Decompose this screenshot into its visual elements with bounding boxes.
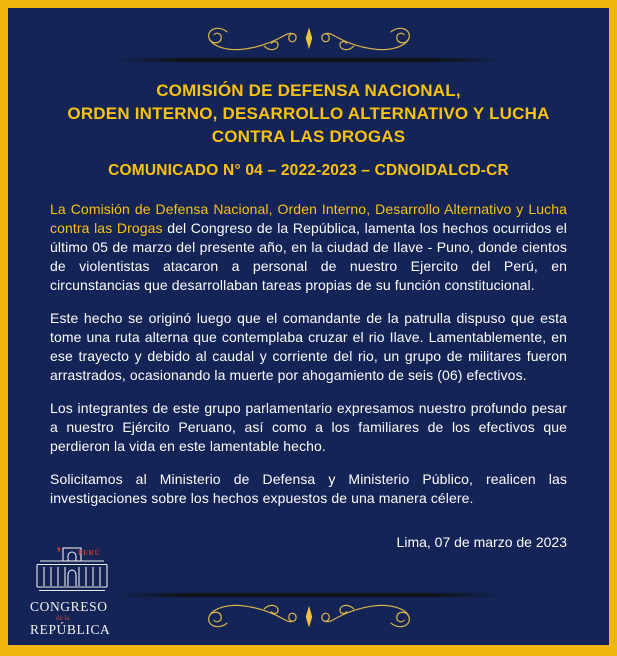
bottom-divider-line (115, 593, 503, 597)
flag-cross-icon (57, 547, 61, 552)
logo-text-congreso: CONGRESO (30, 599, 108, 614)
title-line-3: CONTRA LAS DROGAS (211, 127, 406, 146)
logo-text-dela: de la (56, 614, 70, 622)
paragraph-4: Solicitamos al Ministerio de Defensa y Ministerio Público, realicen las investigaciones sobre los hechos expuestos de una manera célere. (50, 471, 567, 506)
bottom-decoration (8, 591, 609, 633)
dateline: Lima, 07 de marzo de 2023 (396, 534, 567, 550)
paragraph-2: Este hecho se originó luego que el comandante de la patrulla dispuso que esta tome una ruta alterna que contemplaba cruzar el rio Ilave. Lamentablemente, en ese trayecto y debido al caudal y corriente del rio, un grupo de militares fueron arrastrados, ocasionando la muerte por ahogamiento de seis (06) efectivos. (50, 310, 567, 383)
commission-name-highlight: La Comisión de Defensa Nacional, Orden Interno, Desarrollo Alternativo y Lucha contra las Drogas (50, 201, 567, 236)
commission-title (50, 79, 567, 148)
top-flourish-icon (201, 22, 417, 56)
top-divider-line (115, 58, 503, 62)
title-line-1: COMISIÓN DE DEFENSA NACIONAL, (156, 81, 461, 100)
title-line-2: ORDEN INTERNO, DESARROLLO ALTERNATIVO Y LUCHA (67, 104, 550, 123)
paragraph-3: Los integrantes de este grupo parlamentario expresamos nuestro profundo pesar a nuestro Ejército Peruano, así como a los familiares de los efectivos que perdieron la vida en este lamentable hecho. (50, 400, 567, 454)
comunicado-number: COMUNICADO N° 04 – 2022-2023 – CDNOIDALCD-CR (108, 162, 509, 179)
logo-country-label: PERÚ (78, 548, 101, 557)
bottom-flourish-icon (201, 599, 417, 633)
logo-text-republica: REPÚBLICA (30, 622, 111, 637)
paragraph-1-text: del Congreso de la República, lamenta los hechos ocurridos el último 05 de marzo del presente año, en la ciudad de Ilave - Puno, donde cientos de violentistas atacaron a personal de nuestro Ejercito del Perú, en circunstancias que desarrollaban tareas propias de su función constitucional. (50, 220, 567, 293)
document-page (8, 8, 609, 645)
paragraph-1 (50, 200, 567, 295)
